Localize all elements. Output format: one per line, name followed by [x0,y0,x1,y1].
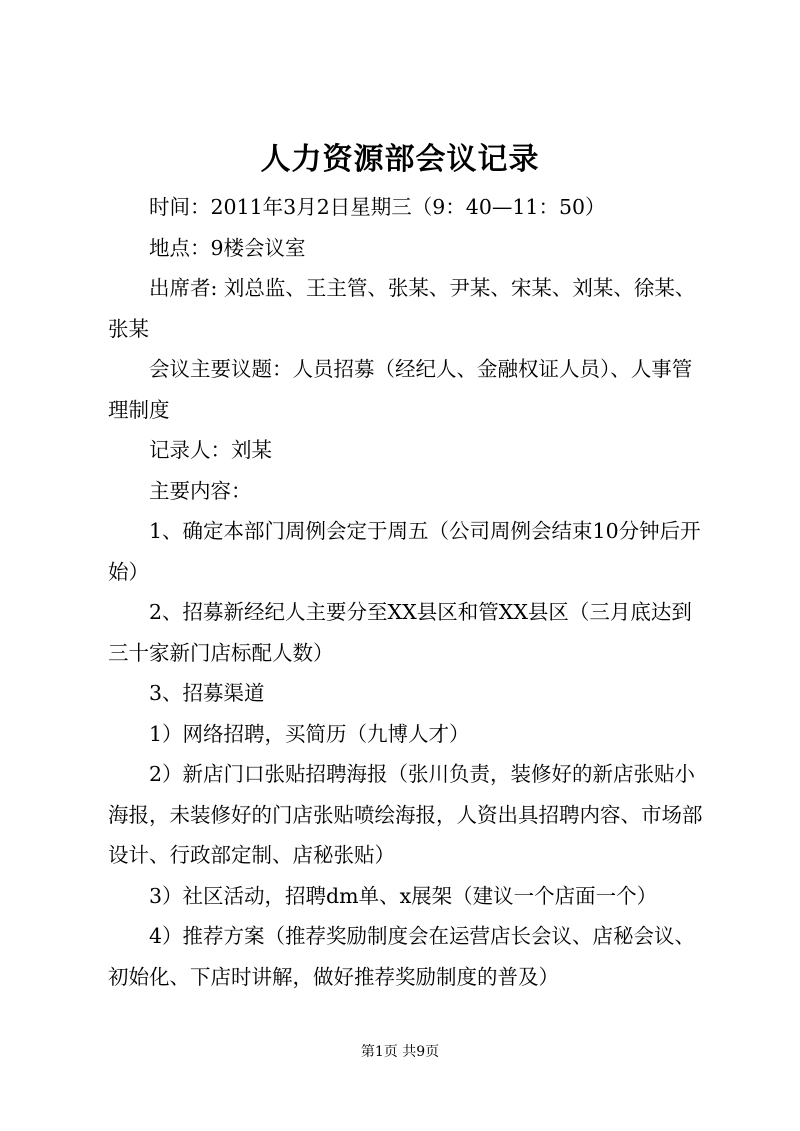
paragraph-topics: 会议主要议题：人员招募（经纪人、金融权证人员）、人事管理制度 [108,357,693,422]
paragraph-recorder: 记录人：刘某 [149,438,272,462]
paragraph-attendees: 出席者: 刘总监、王主管、张某、尹某、宋某、刘某、徐某、张某 [108,276,696,341]
paragraph-main-content: 主要内容： [149,478,252,503]
paragraph-subitem-4: 4）推荐方案（推荐奖励制度会在运营店长会议、店秘会议、初始化、下店时讲解，做好推荐奖励制度的普及） [108,924,696,989]
paragraph-item-2: 2、招募新经纪人主要分至XX县区和管XX县区（三月底达到三十家新门店标配人数） [108,600,692,665]
document-title: 人力资源部会议记录 [260,142,540,177]
page-footer: 第1页 共9页 [360,1044,440,1060]
paragraph-subitem-3: 3）社区活动，招聘dm单、x展架（建议一个店面一个） [149,883,658,908]
paragraph-location: 地点：9楼会议室 [149,235,306,260]
paragraph-item-3: 3、招募渠道 [149,681,265,705]
paragraph-subitem-2: 2）新店门口张贴招聘海报（张川负责，装修好的新店张贴小海报，未装修好的门店张贴喷绘海报，人资出具招聘内容、市场部设计、行政部定制、店秘张贴） [108,762,703,867]
paragraph-time: 时间：2011年3月2日星期三（9：40—11：50） [149,195,606,219]
document-body [108,187,708,997]
paragraph-subitem-1: 1）网络招聘，买简历（九博人才） [149,721,470,746]
paragraph-item-1: 1、确定本部门周例会定于周五（公司周例会结束10分钟后开始） [108,519,701,584]
